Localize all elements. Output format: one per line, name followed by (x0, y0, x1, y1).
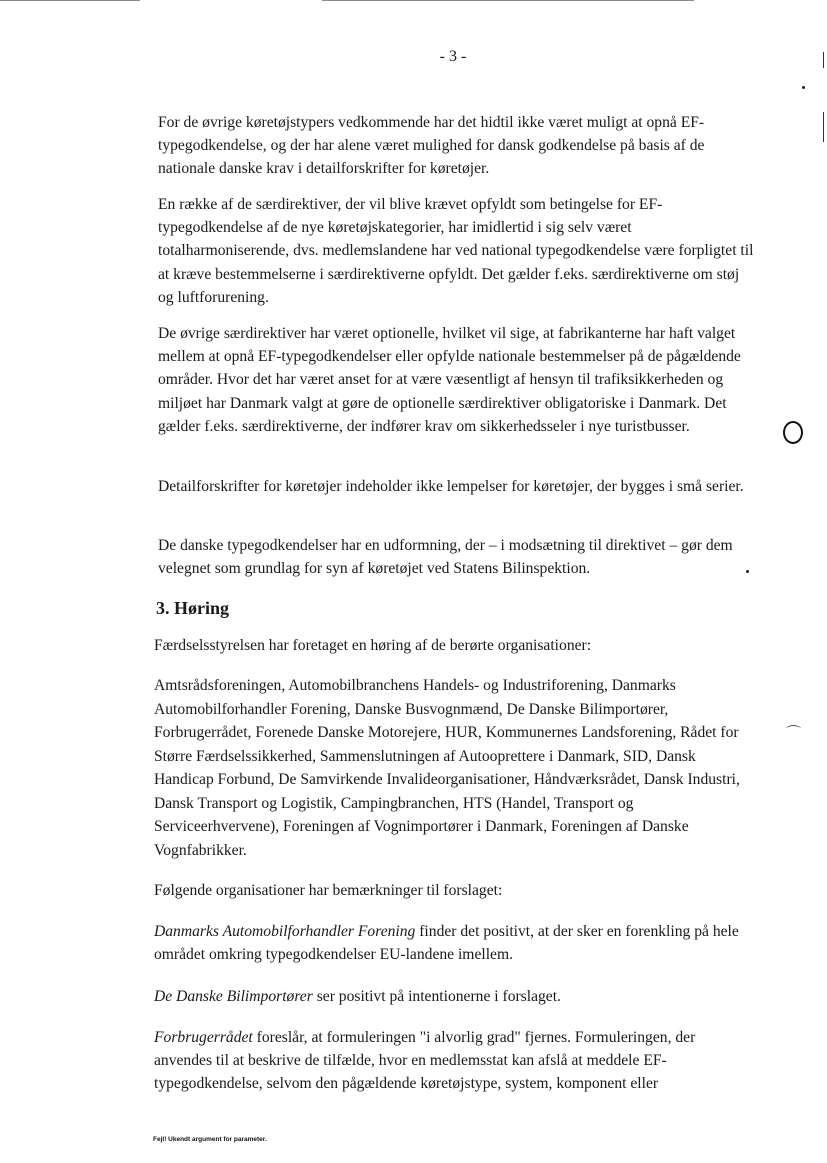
remark-text: ser positivt på intentionerne i forslaget. (312, 988, 561, 1005)
organisation-name: Danmarks Automobilforhandler Forening (154, 923, 416, 940)
paragraph: For de øvrige køretøjstypers vedkommende har det hidtil ikke været muligt at opnå EF-typegodkendelse, og der har alene været mulighed for dansk godkendelse på basis af de nationale danske krav i detailforskrifter for køretøjer. (158, 114, 705, 178)
margin-mark: ⌒ (786, 726, 802, 742)
scan-speck (802, 86, 805, 89)
organisations-list (154, 674, 754, 862)
paragraph: Følgende organisationer har bemærkninger til forslaget: (154, 882, 503, 899)
remarks-intro (154, 879, 754, 902)
organisation-name: Forbrugerrådet (154, 1029, 253, 1046)
remark-text: finder det positivt, at der sker en forenkling på hele området omkring typegodkendelser EU-landene imellem. (154, 923, 739, 964)
remark-text: foreslår, at formuleringen "i alvorlig grad" fjernes. Formuleringen, der anvendes til at beskrive de tilfælde, hvor en medlemsstat kan afslå at meddele EF-typegodkendelse, selvom den pågældende køretøjstype, system, komponent eller (154, 1029, 696, 1093)
organisation-name: De Danske Bilimportører (154, 988, 313, 1005)
scan-border-line (0, 0, 140, 1)
paragraph (154, 920, 754, 966)
paragraph: Amtsrådsforeningen, Automobilbranchens Handels- og Industriforening, Danmarks Automobilforhandler Forening, Danske Busvognmænd, De Danske Bilimportører, Forbrugerrådet, Forenede Danske Motorejere, HUR, Kommunernes Landsforening, Rådet for Større Færdselssikkerhed, Sammenslutningen af Autooprettere i Danmark, SID, Dansk Handicap Forbund, De Samvirkende Invalideorganisationer, Håndværksrådet, Dansk Industri, Dansk Transport og Logistik, Campingbranchen, HTS (Handel, Transport og Serviceerhvervene), Foreningen af Vognimportører i Danmark, Foreningen af Danske Vognfabrikker. (154, 677, 740, 859)
paragraph: De danske typegodkendelser har en udformning, der – i modsætning til direktivet – gør dem velegnet som grundlag for syn af køretøjet ved Statens Bilinspektion. (158, 537, 733, 578)
body-section-5 (158, 534, 758, 580)
footer-field-error: Fejl! Ukendt argument for parameter. (153, 1136, 267, 1143)
section-heading: 3. Høring (156, 598, 230, 618)
paragraph (154, 985, 754, 1008)
paragraph (154, 1026, 754, 1096)
scan-edge-mark (823, 112, 824, 142)
remark-1 (154, 920, 754, 966)
body-section-3 (158, 322, 758, 438)
paragraph: Detailforskrifter for køretøjer indeholder ikke lempelser for køretøjer, der bygges i små serier. (158, 478, 744, 495)
margin-circle-mark (783, 421, 803, 444)
body-section-2 (158, 193, 758, 309)
hearing-intro (154, 634, 754, 657)
page-number: - 3 - (439, 48, 467, 65)
remark-3 (154, 1026, 754, 1096)
remark-2 (154, 985, 754, 1008)
paragraph: Færdselsstyrelsen har foretaget en høring af de berørte organisationer: (154, 637, 592, 654)
paragraph: En række af de særdirektiver, der vil blive krævet opfyldt som betingelse for EF-typegodkendelse af de nye køretøjskategorier, har imidlertid i sig selv været totalharmoniserende, dvs. medlemslandene har ved national typegodkendelse være forpligtet til at kræve bestemmelserne i særdirektiverne opfyldt. Det gælder f.eks. særdirektiverne om støj og luftforurening. (158, 196, 754, 306)
scan-speck (746, 570, 749, 573)
scan-border-line (322, 0, 694, 1)
body-section-1 (158, 111, 758, 181)
body-section-4 (158, 475, 758, 498)
paragraph: De øvrige særdirektiver har været optionelle, hvilket vil sige, at fabrikanterne har haft valget mellem at opnå EF-typegodkendelser eller opfylde nationale bestemmelser på de pågældende områder. Hvor det har været anset for at være væsentligt af hensyn til trafiksikkerheden og miljøet har Danmark valgt at gøre de optionelle særdirektiver obligatoriske i Danmark. Det gælder f.eks. særdirektiverne, der indfører krav om sikkerhedsseler i nye turistbusser. (158, 325, 741, 435)
